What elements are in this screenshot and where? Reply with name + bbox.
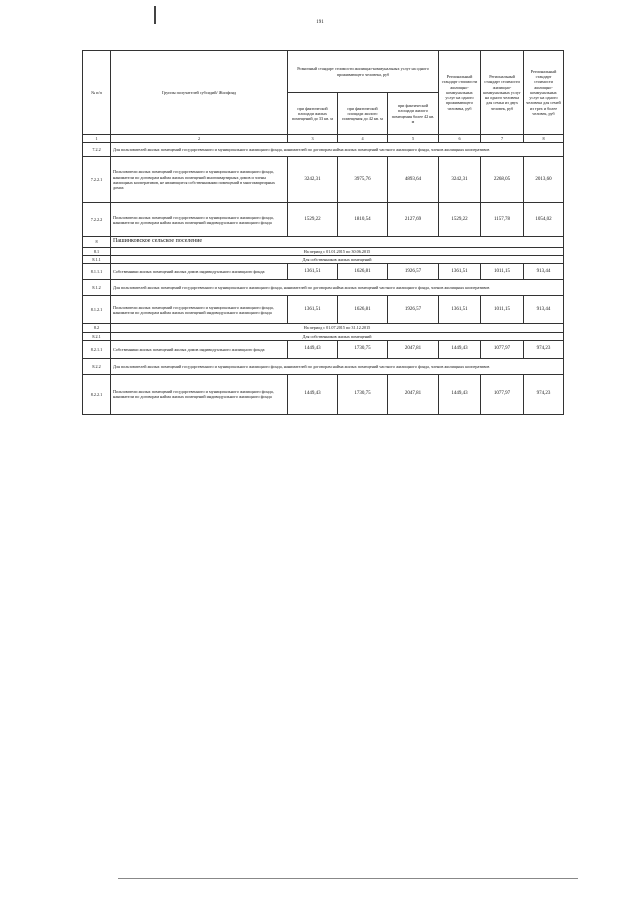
row-text: Собственники жилых помещений жилых домов индивидуального жилищного фонда: [111, 264, 288, 280]
value-cell: 1449,43: [439, 374, 481, 414]
value-cell: 1730,75: [338, 340, 388, 358]
row-id: 7.2.2.2: [83, 203, 111, 237]
value-cell: 974,23: [524, 340, 564, 358]
value-cell: 913,44: [524, 264, 564, 280]
value-cell: 2047,81: [388, 374, 439, 414]
row-text: Пользователи жилых помещений государственного и муниципального жилищного фонда, наниматели по договорам найма жилых помещений индивидуального жилищного фонда: [111, 296, 288, 324]
value-cell: 1449,43: [288, 340, 338, 358]
row-id: 8.2.1: [83, 332, 111, 340]
row-text: Пользователи жилых помещений государственного и муниципального жилищного фонда, наниматели по договорам найма жилых помещений многоквартирных домов и члены жилищных кооперативов, не являющиеся собственниками помещений в многоквартирных домах: [111, 157, 288, 203]
value-cell: 1157,78: [481, 203, 524, 237]
period-row: [83, 256, 564, 264]
value-cell: 1077,97: [481, 374, 524, 414]
header-num: № п/п: [83, 51, 111, 135]
row-span-text: Для пользователей жилых помещений государственного и муниципального жилищного фонда, нанимателей по договорам найма жилых помещений частного жилищного фонда, членов жилищных кооперативов: [111, 358, 564, 374]
header-sub1: при фактической площади жилых помещений до 33 кв. м: [288, 93, 338, 135]
table-row: [83, 280, 564, 296]
page-number: 191: [316, 20, 324, 25]
header-sub2: при фактической площади жилого помещения до 42 кв. м: [338, 93, 388, 135]
value-cell: 1926,57: [388, 264, 439, 280]
column-numbers-row: [83, 135, 564, 143]
value-cell: 3242,31: [439, 157, 481, 203]
row-id: 8.1.2: [83, 280, 111, 296]
period-row: [83, 332, 564, 340]
row-id: 8.1: [83, 247, 111, 255]
header-rate-group: Розничный стандарт стоимости жилищно-коммунальных услуг на одного проживающего человека, руб: [288, 51, 439, 93]
value-cell: 4893,64: [388, 157, 439, 203]
value-cell: 1361,51: [439, 264, 481, 280]
scan-edge-line: [118, 878, 578, 879]
header-col8: Региональный стандарт стоимости жилищно-коммунальных услуг на одного человека для семей из трех и более человек, руб: [524, 51, 564, 135]
row-id: 8.2.2.1: [83, 374, 111, 414]
value-cell: 1077,97: [481, 340, 524, 358]
col-number: 2: [111, 135, 288, 143]
value-cell: 1626,81: [338, 296, 388, 324]
col-number: 5: [388, 135, 439, 143]
table-row: [83, 203, 564, 237]
row-id: 8: [83, 237, 111, 248]
col-number: 3: [288, 135, 338, 143]
period-row: [83, 247, 564, 255]
row-id: 8.2: [83, 324, 111, 332]
value-cell: 2268,05: [481, 157, 524, 203]
header-sub3: при фактической площади жилого помещения более 42 кв. м: [388, 93, 439, 135]
table-row: [83, 340, 564, 358]
col-number: 7: [481, 135, 524, 143]
row-text: Собственники жилых помещений жилых домов индивидуального жилищного фонда: [111, 340, 288, 358]
value-cell: 2127,69: [388, 203, 439, 237]
value-cell: 1011,15: [481, 264, 524, 280]
table-row: [83, 374, 564, 414]
value-cell: 1361,51: [439, 296, 481, 324]
value-cell: 974,23: [524, 374, 564, 414]
value-cell: 1810,54: [338, 203, 388, 237]
value-cell: 1926,57: [388, 296, 439, 324]
header-col6: Региональный стандарт стоимости жилищно-коммунальных услуг на одного проживающего человека, руб: [439, 51, 481, 135]
value-cell: 3242,31: [288, 157, 338, 203]
period-text: Для собственников жилых помещений: [111, 332, 564, 340]
row-text: Пользователи жилых помещений государственного и муниципального жилищного фонда, наниматели по договорам найма жилых помещений индивидуального жилищного фонда: [111, 374, 288, 414]
section-title: Пашинковское сельское поселение: [111, 237, 564, 248]
row-id: 8.2.1.1: [83, 340, 111, 358]
header-group: Группы получателей субсидий/ Жилфонд: [111, 51, 288, 135]
row-id: 7.2.2: [83, 143, 111, 157]
table-row: [83, 157, 564, 203]
col-number: 1: [83, 135, 111, 143]
value-cell: 1529,22: [439, 203, 481, 237]
row-id: 8.1.1.1: [83, 264, 111, 280]
header-col7: Региональный стандарт стоимости жилищно-коммунальных услуг на одного человека для семьи из двух человек, руб: [481, 51, 524, 135]
value-cell: 1011,15: [481, 296, 524, 324]
table-row: [83, 296, 564, 324]
value-cell: 1054,02: [524, 203, 564, 237]
value-cell: 1361,51: [288, 296, 338, 324]
value-cell: 1626,81: [338, 264, 388, 280]
col-number: 4: [338, 135, 388, 143]
period-row: [83, 324, 564, 332]
row-id: 8.2.2: [83, 358, 111, 374]
period-text: На период с 01.01.2015 по 30.06.2015: [111, 247, 564, 255]
row-span-text: Для пользователей жилых помещений государственного и муниципального жилищного фонда, нанимателей по договорам найма жилых помещений частного жилищного фонда, членов жилищных кооперативов: [111, 143, 564, 157]
value-cell: 913,44: [524, 296, 564, 324]
row-id: 7.2.2.1: [83, 157, 111, 203]
value-cell: 1730,75: [338, 374, 388, 414]
section-row: [83, 237, 564, 248]
table-row: [83, 264, 564, 280]
table-row: [83, 358, 564, 374]
value-cell: 2013,60: [524, 157, 564, 203]
period-text: На период с 01.07.2015 по 31.12.2015: [111, 324, 564, 332]
table-row: [83, 143, 564, 157]
row-id: 8.1.2.1: [83, 296, 111, 324]
value-cell: 3975,76: [338, 157, 388, 203]
row-id: 8.1.1: [83, 256, 111, 264]
value-cell: 1361,51: [288, 264, 338, 280]
subsidy-rates-table: [82, 50, 564, 415]
value-cell: 1449,43: [288, 374, 338, 414]
row-span-text: Для пользователей жилых помещений государственного и муниципального жилищного фонда, нанимателей по договорам найма жилых помещений частного жилищного фонда, членов жилищных кооперативов: [111, 280, 564, 296]
value-cell: 1529,22: [288, 203, 338, 237]
col-number: 6: [439, 135, 481, 143]
row-text: Пользователи жилых помещений государственного и муниципального жилищного фонда, наниматели по договорам найма жилых помещений индивидуального жилищного фонда: [111, 203, 288, 237]
value-cell: 2047,81: [388, 340, 439, 358]
col-number: 8: [524, 135, 564, 143]
value-cell: 1449,43: [439, 340, 481, 358]
period-text: Для собственников жилых помещений: [111, 256, 564, 264]
